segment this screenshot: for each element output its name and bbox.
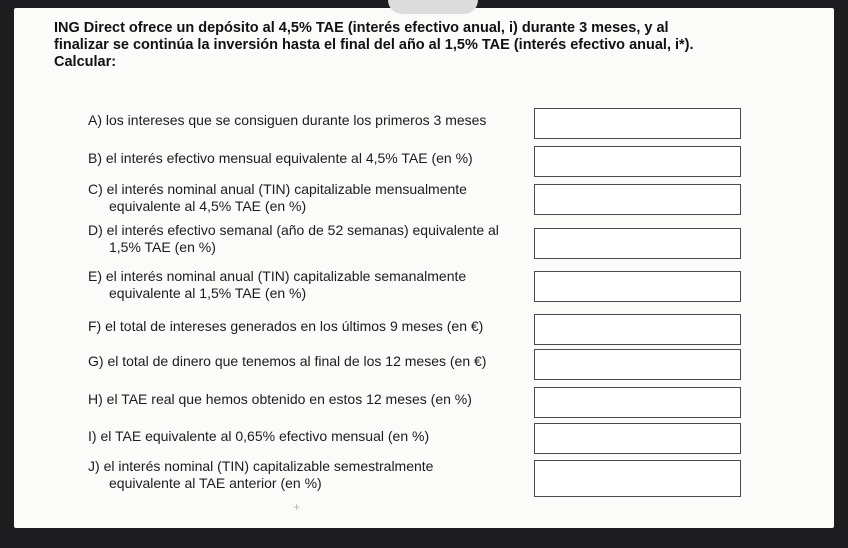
question-text: el interés efectivo semanal (año de 52 semanas) equivalente al	[106, 222, 499, 238]
question-text: el TAE real que hemos obtenido en estos 12 meses (en %)	[106, 391, 472, 407]
answer-box-e[interactable]	[534, 271, 741, 302]
answer-box-c[interactable]	[534, 184, 741, 215]
question-letter: A)	[88, 112, 102, 128]
question-b	[88, 150, 473, 167]
statement-line-2: finalizar se continúa la inversión hasta el final del año al 1,5% TAE (interés efectivo anual, i*).	[54, 37, 694, 53]
question-letter: J)	[88, 458, 100, 474]
answer-box-a[interactable]	[534, 108, 741, 139]
question-text: el interés nominal anual (TIN) capitalizable semanalmente	[105, 268, 467, 284]
question-text: el TAE equivalente al 0,65% efectivo mensual (en %)	[100, 428, 430, 444]
question-letter: H)	[88, 391, 103, 407]
question-letter: F)	[88, 318, 102, 334]
answer-box-j[interactable]	[534, 460, 741, 497]
question-c	[88, 181, 467, 215]
question-f	[88, 318, 483, 335]
question-g	[88, 353, 486, 370]
question-text: los intereses que se consiguen durante los primeros 3 meses	[105, 112, 487, 128]
question-text: el total de dinero que tenemos al final de los 12 meses (en €)	[107, 353, 487, 369]
question-letter: E)	[88, 268, 102, 284]
question-h	[88, 391, 472, 408]
answer-box-b[interactable]	[534, 146, 741, 177]
answer-box-i[interactable]	[534, 423, 741, 454]
question-text: el total de intereses generados en los últimos 9 meses (en €)	[105, 318, 484, 334]
question-text: el interés efectivo mensual equivalente al 4,5% TAE (en %)	[105, 150, 473, 166]
question-d	[88, 222, 499, 256]
question-letter: D)	[88, 222, 103, 238]
crosshair-mark: +	[293, 500, 301, 514]
question-letter: B)	[88, 150, 102, 166]
question-text-cont: equivalente al TAE anterior (en %)	[109, 475, 322, 491]
answer-box-g[interactable]	[534, 349, 741, 380]
device-notch	[388, 0, 478, 14]
question-letter: G)	[88, 353, 104, 369]
question-a	[88, 112, 486, 129]
answer-box-h[interactable]	[534, 387, 741, 418]
question-text: el interés nominal (TIN) capitalizable semestralmente	[103, 458, 434, 474]
question-letter: I)	[88, 428, 97, 444]
question-letter: C)	[88, 181, 103, 197]
answer-box-f[interactable]	[534, 314, 741, 345]
question-text: el interés nominal anual (TIN) capitalizable mensualmente	[106, 181, 467, 197]
problem-statement	[54, 20, 774, 71]
exercise-sheet	[14, 8, 834, 528]
question-e	[88, 268, 466, 302]
question-i	[88, 428, 429, 445]
question-text-cont: equivalente al 4,5% TAE (en %)	[109, 198, 307, 214]
statement-line-3: Calcular:	[54, 54, 117, 70]
statement-line-1: ING Direct ofrece un depósito al 4,5% TAE (interés efectivo anual, i) durante 3 meses, y al	[54, 20, 669, 36]
question-text-cont: 1,5% TAE (en %)	[109, 239, 216, 255]
question-text-cont: equivalente al 1,5% TAE (en %)	[109, 285, 307, 301]
answer-box-d[interactable]	[534, 228, 741, 259]
question-j	[88, 458, 433, 492]
